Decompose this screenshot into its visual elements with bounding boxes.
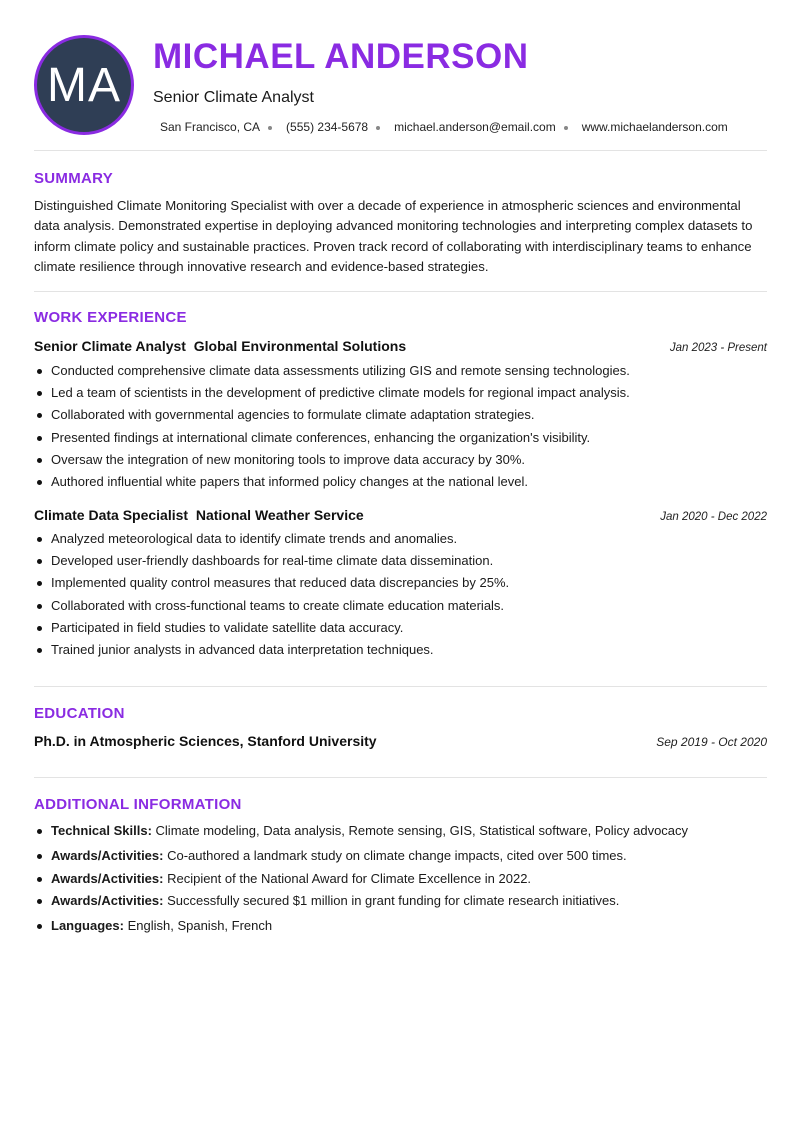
- item-text: English, Spanish, French: [123, 918, 273, 934]
- list-item: Presented findings at international climate conferences, enhancing the organization's visibility.: [34, 427, 774, 449]
- divider: [34, 686, 767, 687]
- job-dates: Jan 2023 - Present: [669, 342, 767, 354]
- item-label: Technical Skills:: [51, 823, 152, 838]
- list-item: [34, 868, 774, 890]
- list-item: Conducted comprehensive climate data assessments utilizing GIS and remote sensing technologies.: [34, 360, 774, 382]
- job-header: [34, 338, 767, 354]
- divider: [34, 291, 767, 292]
- item-text: Recipient of the National Award for Climate Excellence in 2022.: [163, 870, 532, 886]
- item-label: Awards/Activities:: [51, 892, 164, 908]
- job-title: Senior Climate Analyst Global Environmental Solutions: [34, 338, 407, 354]
- contact-phone: (555) 234-5678: [286, 120, 369, 134]
- contact-info: [160, 120, 728, 134]
- degree: Ph.D. in Atmospheric Sciences, Stanford University: [34, 733, 377, 749]
- job-bullets: [34, 360, 774, 493]
- divider: [34, 150, 767, 151]
- item-label: Awards/Activities:: [51, 848, 164, 864]
- avatar: [34, 35, 134, 135]
- item-label: Awards/Activities:: [51, 870, 164, 886]
- summary-heading: SUMMARY: [34, 170, 114, 187]
- list-item: Participated in field studies to validate satellite data accuracy.: [34, 617, 774, 639]
- list-item: Authored influential white papers that informed policy changes at the national level.: [34, 471, 774, 493]
- list-item: Collaborated with cross-functional teams to create climate education materials.: [34, 595, 774, 617]
- experience-heading: WORK EXPERIENCE: [34, 309, 187, 326]
- job-bullets: [34, 528, 774, 661]
- list-item: Collaborated with governmental agencies to formulate climate adaptation strategies.: [34, 404, 774, 426]
- list-item: Trained junior analysts in advanced data interpretation techniques.: [34, 639, 774, 661]
- contact-website[interactable]: www.michaelanderson.com: [581, 120, 728, 134]
- list-item: Led a team of scientists in the development of predictive climate models for regional impact analysis.: [34, 382, 774, 404]
- education-entry: [34, 733, 767, 749]
- list-item: [34, 915, 774, 937]
- item-text: Co-authored a landmark study on climate change impacts, cited over 500 times.: [163, 848, 627, 864]
- job-dates: Jan 2020 - Dec 2022: [660, 511, 767, 523]
- item-label: Languages:: [51, 918, 124, 934]
- item-text: Successfully secured $1 million in grant funding for climate research initiatives.: [163, 892, 620, 908]
- list-item: Implemented quality control measures that reduced data discrepancies by 25%.: [34, 572, 774, 594]
- list-item: Oversaw the integration of new monitoring tools to improve data accuracy by 30%.: [34, 449, 774, 471]
- list-item: Developed user-friendly dashboards for real-time climate data dissemination.: [34, 550, 774, 572]
- list-item: [34, 890, 774, 912]
- job-title: Climate Data Specialist National Weather Service: [34, 507, 364, 523]
- job-header: [34, 507, 767, 523]
- list-item: [34, 845, 774, 867]
- avatar-initials: MA: [47, 58, 121, 112]
- education-dates: Sep 2019 - Oct 2020: [656, 735, 767, 749]
- list-item: Analyzed meteorological data to identify climate trends and anomalies.: [34, 528, 774, 550]
- additional-list: [34, 820, 774, 937]
- dot-separator-icon: [564, 126, 568, 130]
- contact-location: San Francisco, CA: [160, 120, 261, 134]
- summary-text: Distinguished Climate Monitoring Specialist with over a decade of experience in atmospheric sciences and environmental data analysis. Demonstrated expertise in deploying advanced monitoring technologies and interpreting complex datasets to inform climate policy and sustainable practices. Proven track record of collaborating with interdisciplinary teams to enhance climate resilience through innovative research and evidence-based strategies.: [34, 198, 753, 274]
- dot-separator-icon: [268, 126, 272, 130]
- dot-separator-icon: [376, 126, 380, 130]
- education-heading: EDUCATION: [34, 705, 125, 722]
- item-text: Climate modeling, Data analysis, Remote sensing, GIS, Statistical software, Policy advocacy: [151, 823, 689, 838]
- candidate-name: MICHAEL ANDERSON: [153, 37, 529, 76]
- candidate-role: Senior Climate Analyst: [153, 89, 314, 106]
- additional-heading: ADDITIONAL INFORMATION: [34, 796, 242, 813]
- divider: [34, 777, 767, 778]
- list-item: [34, 820, 774, 842]
- contact-email[interactable]: michael.anderson@email.com: [394, 120, 556, 134]
